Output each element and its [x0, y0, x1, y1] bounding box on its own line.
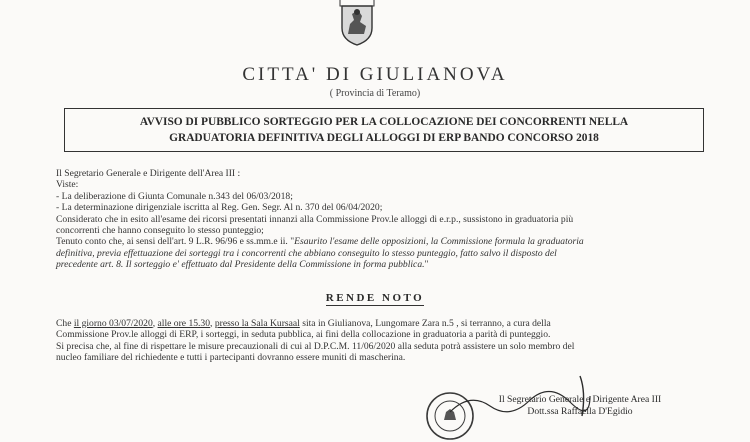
- precaution-line-2: nucleo familiare del richiedente e tutti i partecipanti dovranno essere muniti di mascherina.: [56, 352, 406, 364]
- p1-pre: Che: [56, 318, 74, 329]
- tenuto-suffix: ": [424, 259, 429, 271]
- p1-sep-2: ,: [210, 318, 215, 329]
- viste-line: Viste:: [56, 179, 79, 191]
- signature-block: [0, 394, 750, 420]
- notice-title-line-1: AVVISO DI PUBBLICO SORTEGGIO PER LA COLLOCAZIONE DEI CONCORRENTI NELLA: [139, 116, 629, 128]
- meeting-place: presso la Sala Kursaal: [214, 318, 300, 329]
- rende-noto-text: RENDE NOTO: [325, 292, 425, 304]
- viste-item-2: - La determinazione dirigenziale iscritta al Reg. Gen. Segr. Al n. 370 del 06/04/2020;: [56, 202, 383, 214]
- tenuto-quote-3: precedente art. 8. Il sorteggio e' effettuato dal Presidente della Commissione in forma pubblica.: [56, 259, 425, 271]
- tenuto-line-3: [56, 259, 696, 270]
- signatory-title: Il Segretario Generale e Dirigente Area III: [498, 394, 662, 405]
- meeting-date: il giorno 03/07/2020: [73, 318, 153, 329]
- notice-title-box: [64, 108, 704, 152]
- p1-rest: sita in Giulianova, Lungomare Zara n.5 , si terranno, a cura della: [299, 318, 551, 329]
- coat-of-arms-icon: [336, 0, 378, 46]
- considerato-line-2: concorrenti che hanno conseguito lo stesso punteggio;: [56, 225, 264, 237]
- province-label: ( Provincia di Teramo): [329, 88, 421, 99]
- announcement-line-1: [56, 318, 696, 329]
- intro-line: Il Segretario Generale e Dirigente dell'Area III :: [56, 168, 241, 179]
- tenuto-line-2: [56, 248, 696, 259]
- announcement-line-2: Commissione Prov.le alloggi di ERP, i sorteggi, in seduta pubblica, ai fini della collocazione in graduatoria a parità di punteggio.: [56, 329, 551, 341]
- rende-noto-heading: [0, 292, 750, 304]
- notice-title-line-2: GRADUATORIA DEFINITIVA DEGLI ALLOGGI DI ERP BANDO CONCORSO 2018: [169, 132, 599, 144]
- tenuto-prefix: Tenuto conto che, ai sensi dell'art. 9 L.R. 96/96 e ss.mm.e ii. ": [56, 236, 295, 248]
- meeting-time: alle ore 15.30: [157, 318, 211, 329]
- tenuto-quote-2: definitiva, previa effettuazione dei sorteggi tra i concorrenti che abbiano conseguito lo stesso punteggio, fatto salvo il disposto del: [56, 247, 557, 259]
- preamble-text: [56, 168, 696, 271]
- tenuto-line-1: [56, 236, 696, 247]
- p1-sep-1: ,: [152, 318, 158, 329]
- considerato-line-1: Considerato che in esito all'esame dei ricorsi presentati innanzi alla Commissione Prov.le alloggi di e.r.p., sussistono in graduatoria più: [56, 213, 574, 225]
- viste-item-1: - La deliberazione di Giunta Comunale n.343 del 06/03/2018;: [56, 190, 293, 202]
- signatory-name: Dott.ssa Raffaella D'Egidio: [527, 406, 633, 417]
- city-name: CITTA' DI GIULIANOVA: [242, 64, 508, 85]
- precaution-line-1: Si precisa che, al fine di rispettare le misure precauzionali di cui al D.P.C.M. 11/06/2020 alla seduta potrà assistere un solo membro del: [56, 340, 575, 352]
- tenuto-quote-1: Esaurito l'esame delle opposizioni, la Commissione formula la graduatoria: [294, 236, 584, 248]
- announcement-text: [56, 318, 696, 364]
